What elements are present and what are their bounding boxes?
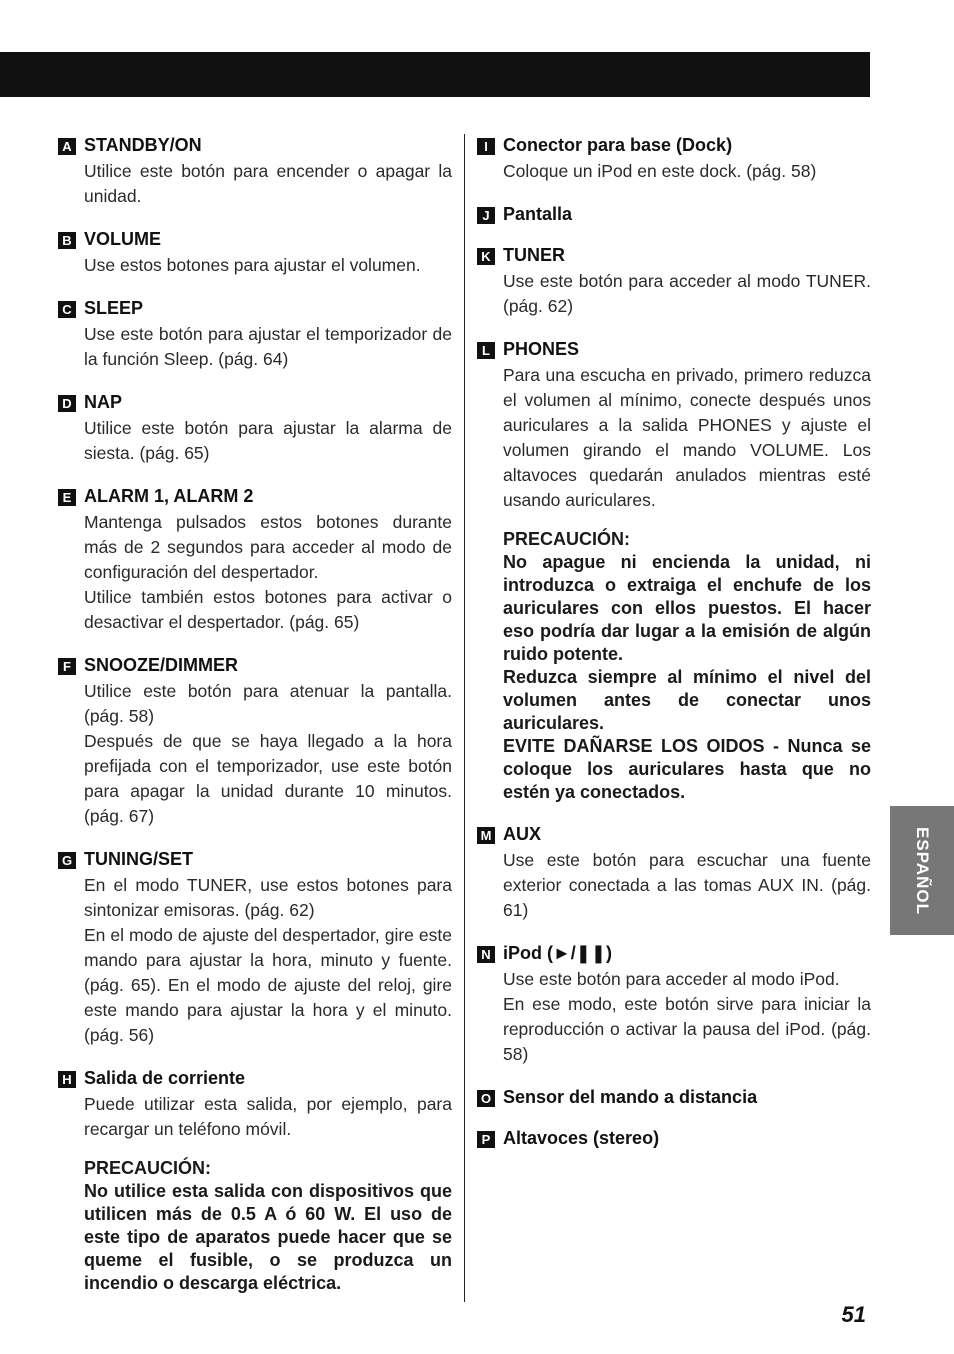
column-divider [464,134,465,1302]
description-paragraph: Use este botón para escuchar una fuente exterior conectada a las tomas AUX IN. (pág. 61) [503,850,871,920]
control-item-header [62,391,452,413]
control-item-header [61,848,452,870]
description-paragraph: Después de que se haya llegado a la hora prefijada con el temporizador, use este botón para apagar la unidad durante 10 minutos. (pág. 67) [84,731,452,826]
control-item-header [481,1127,871,1149]
control-item-header [62,1067,452,1089]
control-description [84,1092,452,1142]
control-item-header [480,1086,871,1108]
language-tab[interactable] [890,806,954,935]
control-description [84,416,452,466]
caution-heading: PRECAUCIÓN: [84,1158,212,1178]
control-item-header [480,823,871,845]
header-bar [0,52,870,97]
control-item [58,391,452,466]
control-item-header [62,134,452,156]
letter-badge: E [58,489,76,506]
control-description [503,159,871,184]
letter-badge: D [58,395,76,412]
control-item [58,485,452,635]
control-description [84,510,452,635]
description-paragraph: Use este botón para acceder al modo TUNER. (pág. 62) [503,271,871,316]
caution-heading: PRECAUCIÓN: [503,529,631,549]
control-description [503,269,871,319]
control-description [84,322,452,372]
control-title: TUNER [503,245,565,265]
left-column [58,134,452,1295]
letter-badge: F [58,658,76,675]
letter-badge: C [58,301,76,318]
letter-badge: O [477,1090,495,1107]
control-item-header [62,485,452,507]
control-item [58,297,452,372]
control-title: STANDBY/ON [84,135,202,155]
description-paragraph: Utilice también estos botones para activar o desactivar el despertador. (pág. 65) [84,587,452,632]
control-description [84,159,452,209]
control-item-header [482,203,871,225]
letter-badge: G [58,852,76,869]
control-item-header [481,244,871,266]
letter-badge: K [477,248,495,265]
control-item-header [62,297,452,319]
caution-paragraph: EVITE DAÑARSE LOS OIDOS - Nunca se coloque los auriculares hasta que no estén ya conectados. [503,736,871,802]
caution-paragraph: No utilice esta salida con dispositivos que utilicen más de 0.5 A ó 60 W. El uso de este tipo de aparatos puede hacer que se queme el fusible, o se produzca un incendio o descarga eléctrica. [84,1181,452,1293]
control-title: iPod (►/❚❚) [503,943,612,963]
description-paragraph: En ese modo, este botón sirve para iniciar la reproducción o activar la pausa del iPod. (pág. 58) [503,994,871,1064]
control-item-header [484,134,871,156]
control-item-header [63,654,452,676]
caution-text [84,1180,452,1295]
control-item-header [481,942,871,964]
language-tab-label: ESPAÑOL [913,826,932,915]
control-title: Pantalla [503,204,573,224]
caution-text [503,551,871,804]
description-paragraph: Mantenga pulsados estos botones durante más de 2 segundos para acceder al modo de configuración del despertador. [84,512,452,582]
control-item [58,1067,452,1295]
control-description [84,253,452,278]
control-title: TUNING/SET [84,849,194,869]
letter-badge: P [477,1131,495,1148]
description-paragraph: Use este botón para acceder al modo iPod. [503,969,840,989]
description-paragraph: Puede utilizar esta salida, por ejemplo, para recargar un teléfono móvil. [84,1094,452,1139]
control-title: VOLUME [84,229,162,249]
control-title: Altavoces (stereo) [503,1128,660,1148]
control-title: AUX [503,824,542,844]
description-paragraph: Para una escucha en privado, primero reduzca el volumen al mínimo, conecte después unos auriculares a la salida PHONES y ajuste el volumen girando el mando VOLUME. Los altavoces quedarán anulados mientras esté usando auriculares. [503,365,871,510]
control-item [477,942,871,1067]
control-description [503,363,871,513]
control-item [58,848,452,1048]
control-item [477,134,871,184]
letter-badge: N [477,946,495,963]
control-item [477,823,871,923]
control-title: PHONES [503,339,580,359]
description-paragraph: Use estos botones para ajustar el volumen. [84,255,421,275]
letter-badge: I [477,138,495,155]
control-item [58,228,452,278]
control-item [58,654,452,829]
description-paragraph: Utilice este botón para ajustar la alarma de siesta. (pág. 65) [84,418,452,463]
control-title: Conector para base (Dock) [503,135,733,155]
control-item [477,203,871,225]
control-description [84,679,452,829]
caution-paragraph: No apague ni encienda la unidad, ni introduzca o extraiga el enchufe de los auriculares con ellos puestos. El hacer eso podría dar lugar a la emisión de algún ruido potente. [503,552,871,664]
letter-badge: L [477,342,495,359]
description-paragraph: Use este botón para ajustar el temporizador de la función Sleep. (pág. 64) [84,324,452,369]
control-title: SNOOZE/DIMMER [84,655,239,675]
control-item [477,244,871,319]
control-description [503,848,871,923]
control-description [84,873,452,1048]
control-item [477,338,871,804]
description-paragraph: En el modo de ajuste del despertador, gire este mando para ajustar la hora, minuto y fuente. (pág. 65). En el modo de ajuste del reloj, gire este mando para ajustar la hora y el minuto. (pág. 56) [84,925,452,1045]
control-item-header [482,338,871,360]
letter-badge: A [58,138,76,155]
page-number: 51 [841,1302,866,1327]
letter-badge: H [58,1071,76,1088]
control-title: SLEEP [84,298,144,318]
control-item [477,1127,871,1149]
description-paragraph: En el modo TUNER, use estos botones para sintonizar emisoras. (pág. 62) [84,875,452,920]
right-column [477,134,871,1149]
letter-badge: J [477,207,495,224]
description-paragraph: Utilice este botón para encender o apagar la unidad. [84,161,452,206]
control-title: NAP [84,392,123,412]
control-description [503,967,871,1067]
letter-badge: M [477,827,495,844]
control-item [477,1086,871,1108]
caution-paragraph: Reduzca siempre al mínimo el nivel del volumen antes de conectar unos auriculares. [503,667,871,733]
control-title: Sensor del mando a distancia [503,1087,758,1107]
control-title: Salida de corriente [84,1068,246,1088]
control-item-header [62,228,452,250]
description-paragraph: Utilice este botón para atenuar la pantalla. (pág. 58) [84,681,452,726]
letter-badge: B [58,232,76,249]
control-item [58,134,452,209]
description-paragraph: Coloque un iPod en este dock. (pág. 58) [503,161,817,181]
control-title: ALARM 1, ALARM 2 [84,486,254,506]
